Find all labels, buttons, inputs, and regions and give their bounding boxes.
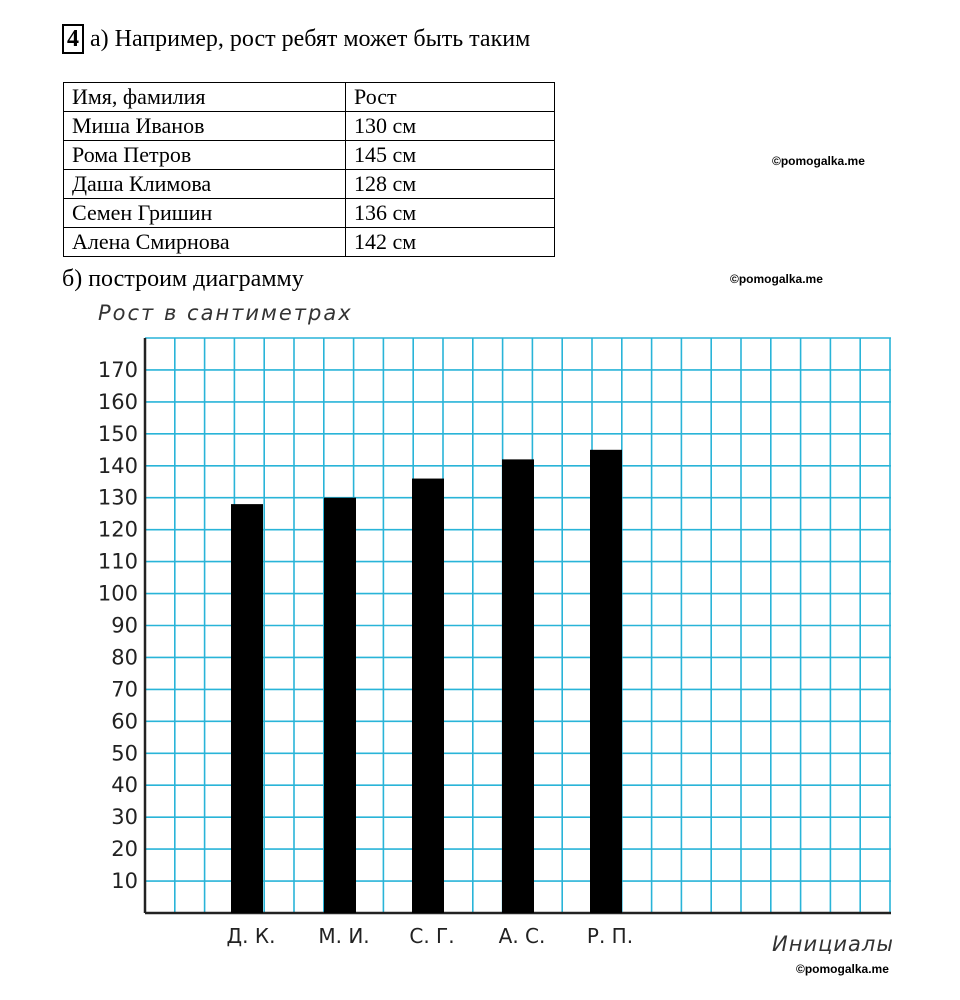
task-part-a-text: а) Например, рост ребят может быть таким <box>90 26 531 52</box>
y-tick-label: 20 <box>111 837 138 862</box>
x-axis-label: Инициалы <box>772 932 894 956</box>
table-cell-height: 145 см <box>346 141 555 170</box>
y-tick-label: 40 <box>111 773 138 798</box>
y-axis-label: Рост в сантиметрах <box>98 301 353 325</box>
bar-4 <box>502 459 534 913</box>
bar-3 <box>412 479 444 913</box>
y-tick-label: 170 <box>97 357 138 382</box>
y-tick-label: 30 <box>111 805 138 830</box>
x-tick-label: А. С. <box>498 924 546 948</box>
y-tick-label: 60 <box>111 709 138 734</box>
table-header-height: Рост <box>346 83 555 112</box>
y-tick-label: 120 <box>97 517 138 542</box>
x-tick-label: С. Г. <box>409 924 455 948</box>
y-tick-label: 10 <box>111 869 138 894</box>
chart-bars <box>231 450 622 913</box>
chart-labels <box>98 358 633 948</box>
x-tick-label: Р. П. <box>586 924 634 948</box>
y-tick-label: 140 <box>97 453 138 478</box>
x-tick-label: Д. К. <box>226 924 276 948</box>
watermark: ©pomogalka.me <box>730 272 823 286</box>
y-tick-label: 150 <box>97 421 138 446</box>
table-cell-height: 128 см <box>346 170 555 199</box>
y-tick-label: 100 <box>97 581 138 606</box>
table-cell-name: Семен Гришин <box>64 199 346 228</box>
table-cell-height: 136 см <box>346 199 555 228</box>
table-header-name: Имя, фамилия <box>64 83 346 112</box>
y-tick-label: 90 <box>111 613 138 638</box>
task-number: 4 <box>62 24 84 54</box>
part-b-header: б) построим диаграмму <box>62 266 304 292</box>
y-tick-label: 130 <box>97 485 138 510</box>
table-cell-name: Миша Иванов <box>64 112 346 141</box>
y-tick-label: 80 <box>111 645 138 670</box>
y-tick-label: 50 <box>111 741 138 766</box>
table-cell-name: Даша Климова <box>64 170 346 199</box>
y-tick-label: 110 <box>97 549 138 574</box>
watermark: ©pomogalka.me <box>772 154 865 168</box>
watermark: ©pomogalka.me <box>796 962 889 976</box>
x-tick-label: М. И. <box>318 924 370 948</box>
y-tick-label: 160 <box>97 389 138 414</box>
table-cell-height: 142 см <box>346 228 555 257</box>
bar-5 <box>590 450 622 913</box>
table-cell-name: Алена Смирнова <box>64 228 346 257</box>
table-cell-name: Рома Петров <box>64 141 346 170</box>
bar-2 <box>324 498 356 913</box>
y-tick-label: 70 <box>111 677 138 702</box>
table-cell-height: 130 см <box>346 112 555 141</box>
bar-1 <box>231 504 263 913</box>
